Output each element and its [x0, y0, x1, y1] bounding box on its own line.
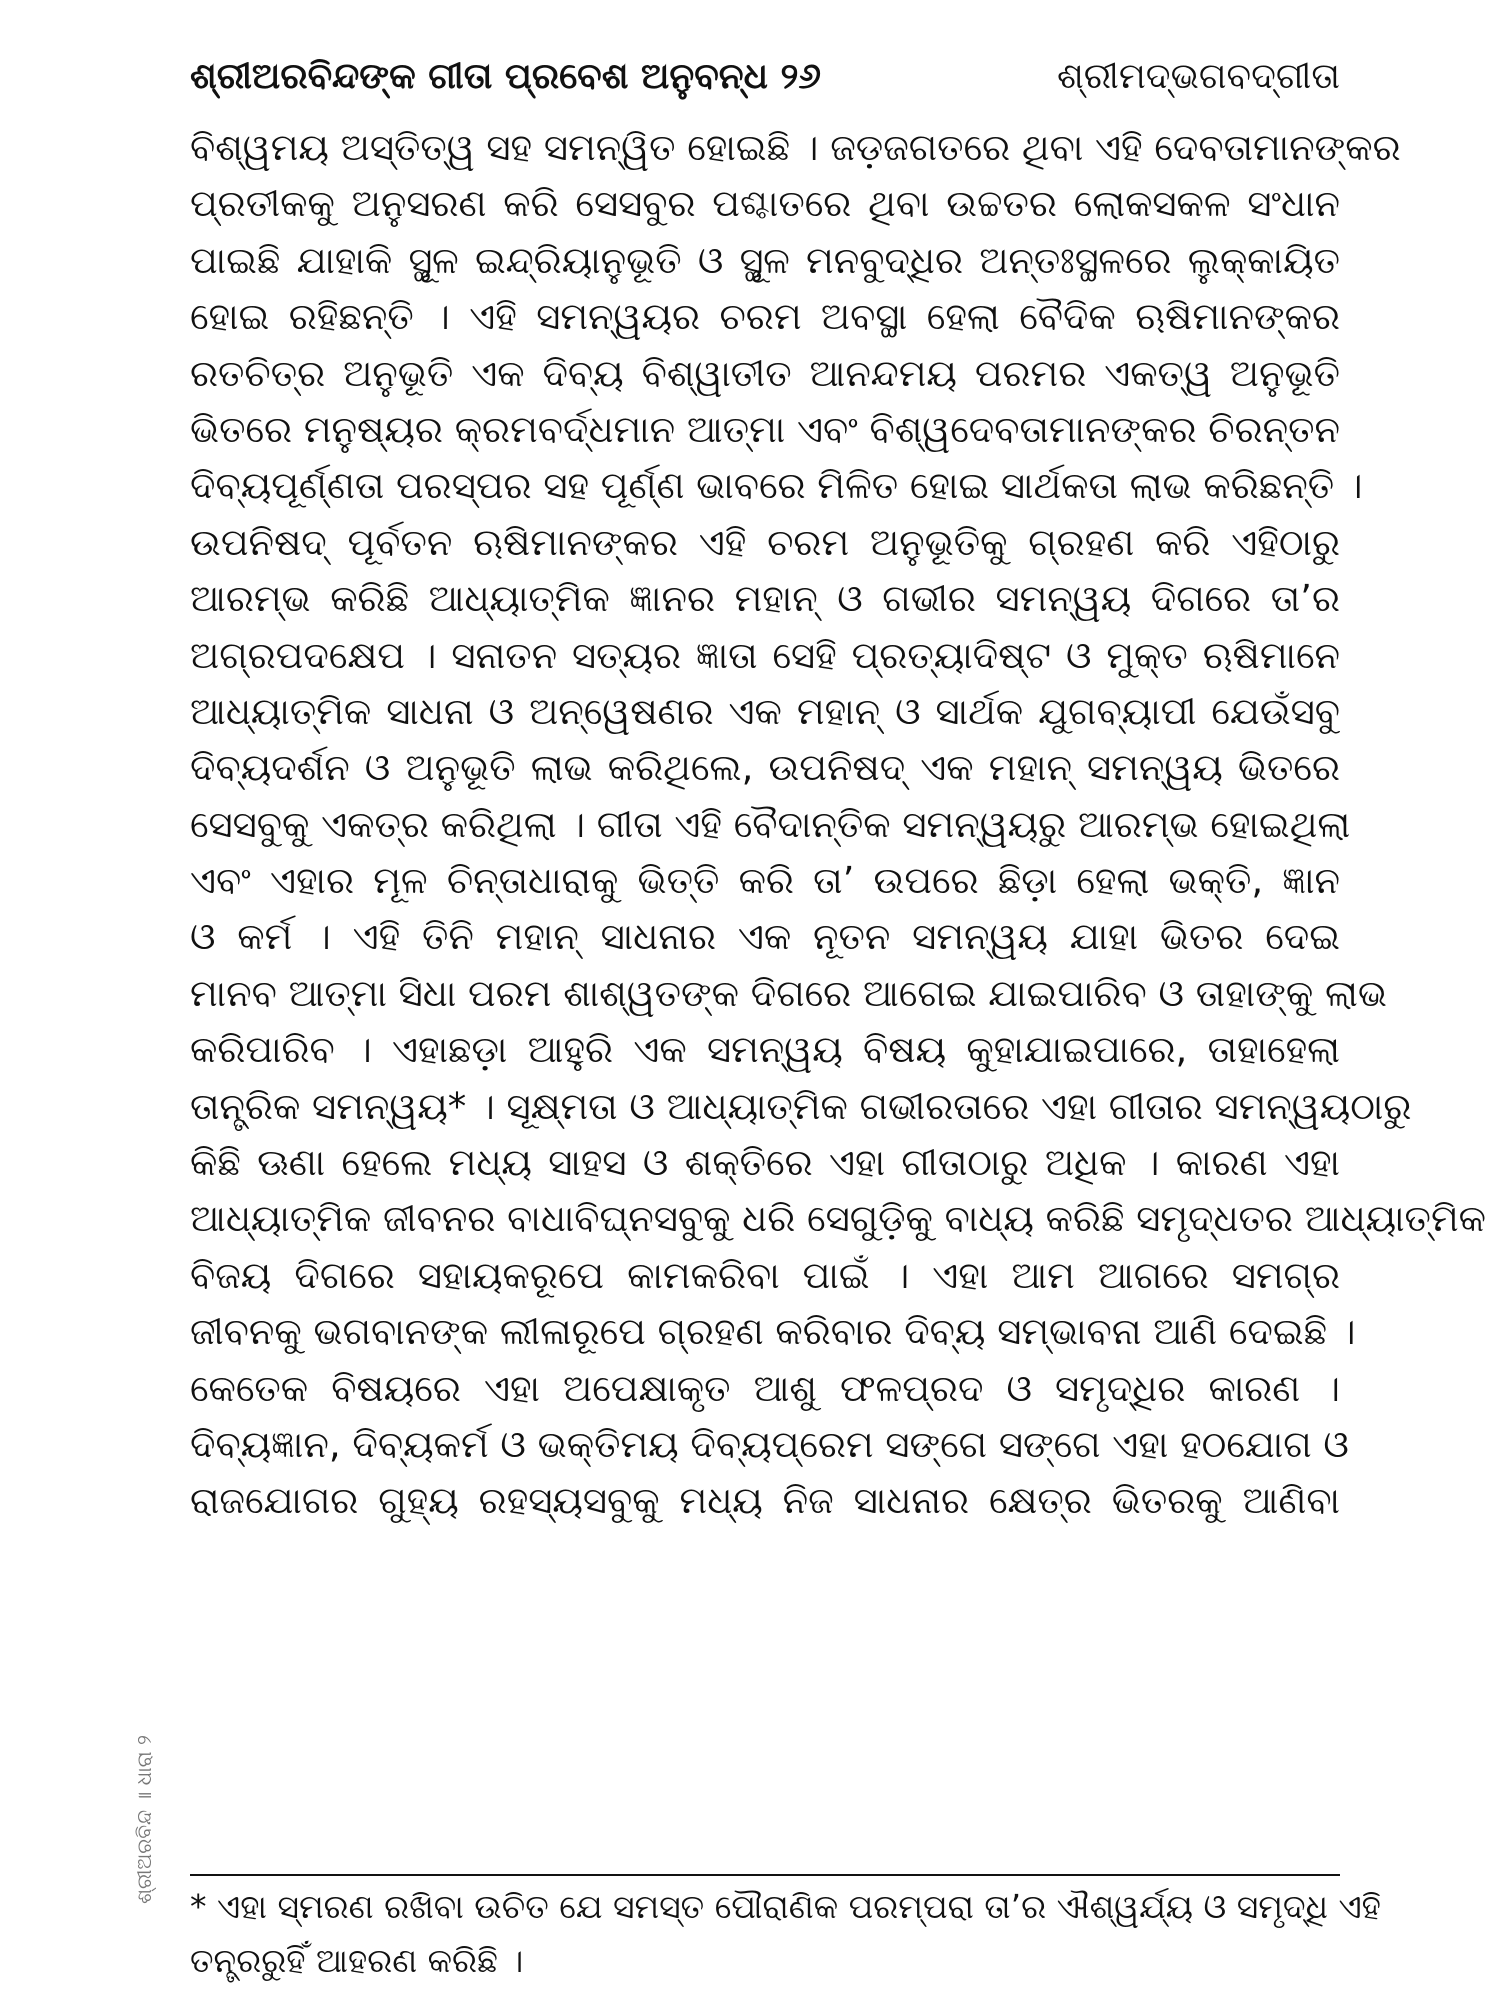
- body-line: କିଛି ଊଣା ହେଲେ ମଧ୍ୟ ସାହସ ଓ ଶକ୍ତିରେ ଏହା ଗୀତାଠାରୁ ଅଧିକ । କାରଣ ଏହା: [190, 1141, 1340, 1185]
- body-line: ରାଜଯୋଗର ଗୁହ୍ୟ ରହସ୍ୟସବୁକୁ ମଧ୍ୟ ନିଜ ସାଧନାର କ୍ଷେତ୍ର ଭିତରକୁ ଆଣିବା: [190, 1479, 1340, 1523]
- body-line: ଦିବ୍ୟଦର୍ଶନ ଓ ଅନୁଭୂତି ଲାଭ କରିଥିଲେ, ଉପନିଷଦ୍‌ ଏକ ମହାନ୍‌ ସମନ୍ୱୟ ଭିତରେ: [190, 746, 1340, 790]
- body-line: ଆରମ୍ଭ କରିଛି ଆଧ୍ୟାତ୍ମିକ ଜ୍ଞାନର ମହାନ୍‌ ଓ ଗଭୀର ସମନ୍ୱୟ ଦିଗରେ ତା’ର: [190, 577, 1340, 621]
- body-line: ଉପନିଷଦ୍‌ ପୂର୍ବତନ ଋଷିମାନଙ୍କର ଏହି ଚରମ ଅନୁଭୂତିକୁ ଗ୍ରହଣ କରି ଏହିଠାରୁ: [190, 520, 1340, 564]
- footnote-divider: [190, 1874, 1340, 1876]
- body-line: ପ୍ରତୀକକୁ ଅନୁସରଣ କରି ସେସବୁର ପଶ୍ଚାତରେ ଥିବା ଉଚ୍ଚତର ଲୋକସକଳ ସଂଧାନ: [190, 182, 1340, 226]
- body-line: ହୋଇ ରହିଛନ୍ତି । ଏହି ସମନ୍ୱୟର ଚରମ ଅବସ୍ଥା ହେଲା ବୈଦିକ ଋଷିମାନଙ୍କର: [190, 295, 1340, 339]
- body-line: ଆଧ୍ୟାତ୍ମିକ ଜୀବନର ବାଧାବିଘ୍ନସବୁକୁ ଧରି ସେଗୁଡ଼ିକୁ ବାଧ୍ୟ କରିଛି ସମୃଦ୍ଧତର ଆଧ୍ୟାତ୍ମିକ: [190, 1197, 1486, 1241]
- body-line: ସେସବୁକୁ ଏକତ୍ର କରିଥିଲା । ଗୀତା ଏହି ବୈଦାନ୍ତିକ ସମନ୍ୱୟରୁ ଆରମ୍ଭ ହୋଇଥିଲା: [190, 802, 1351, 846]
- body-line: ଭିତରେ ମନୁଷ୍ୟର କ୍ରମବର୍ଦ୍ଧମାନ ଆତ୍ମା ଏବଂ ବିଶ୍ୱଦେବତାମାନଙ୍କର ଚିରନ୍ତନ: [190, 407, 1340, 451]
- body-line: କରିପାରିବ । ଏହାଛଡ଼ା ଆହୁରି ଏକ ସମନ୍ୱୟ ବିଷୟ କୁହାଯାଇପାରେ, ତାହାହେଲା: [190, 1028, 1340, 1072]
- body-line: ଦିବ୍ୟପୂର୍ଣ୍ଣତା ପରସ୍ପର ସହ ପୂର୍ଣ୍ଣ ଭାବରେ ମିଳିତ ହୋଇ ସାର୍ଥକତା ଲାଭ କରିଛନ୍ତି ।: [190, 464, 1363, 508]
- body-line: ପାଇଛି ଯାହାକି ସ୍ଥୂଳ ଇନ୍ଦ୍ରିୟାନୁଭୂତି ଓ ସ୍ଥୂଳ ମନବୁଦ୍ଧିର ଅନ୍ତଃସ୍ଥଳରେ ଲୁକ୍କାୟିତ: [190, 238, 1340, 282]
- body-line: ଜୀବନକୁ ଭଗବାନଙ୍କ ଲୀଳାରୂପେ ଗ୍ରହଣ କରିବାର ଦିବ୍ୟ ସମ୍ଭାବନା ଆଣି ଦେଇଛି ।: [190, 1310, 1356, 1354]
- body-text: [190, 120, 1486, 1530]
- footnote-line-2: ତନ୍ତ୍ରରୁହିଁ ଆହରଣ କରିଛି ।: [190, 1941, 524, 1980]
- body-line: ଅଗ୍ରପଦକ୍ଷେପ । ସନାତନ ସତ୍ୟର ଜ୍ଞାତା ସେହି ପ୍ରତ୍ୟାଦିଷ୍ଟ ଓ ମୁକ୍ତ ଋଷିମାନେ: [190, 633, 1340, 677]
- body-line: ଏବଂ ଏହାର ମୂଳ ଚିନ୍ତାଧାରାକୁ ଭିତ୍ତି କରି ତା’ ଉପରେ ଛିଡ଼ା ହେଲା ଭକ୍ତି, ଜ୍ଞାନ: [190, 859, 1340, 903]
- body-line: ବିଶ୍ୱମୟ ଅସ୍ତିତ୍ୱ ସହ ସମନ୍ୱିତ ହୋଇଛି । ଜଡ଼ଜଗତରେ ଥିବା ଏହି ଦେବତାମାନଙ୍କର: [190, 126, 1401, 169]
- side-note-text: ଶ୍ରୀଅରବିନ୍ଦ ॥ ଧାରା ୨: [132, 1735, 156, 1904]
- header-left-title: ଶ୍ରୀଅରବିନ୍ଦଙ୍କ ଗୀତା ପ୍ରବେଶ ଅନୁବନ୍ଧ ୨୬: [190, 56, 822, 97]
- body-line: ଆଧ୍ୟାତ୍ମିକ ସାଧନା ଓ ଅନ୍ୱେଷଣର ଏକ ମହାନ୍‌ ଓ ସାର୍ଥକ ଯୁଗବ୍ୟାପୀ ଯେଉଁସବୁ: [190, 689, 1340, 733]
- header-right-title: ଶ୍ରୀମଦ୍‌ଭଗବଦ୍‌ଗୀତା: [1056, 56, 1340, 97]
- running-header: [190, 44, 1340, 110]
- body-line: ରତଚିତ୍‌ର ଅନୁଭୂତି ଏକ ଦିବ୍ୟ ବିଶ୍ୱାତୀତ ଆନନ୍ଦମୟ ପରମର ଏକତ୍ୱ ଅନୁଭୂତି: [190, 351, 1340, 395]
- body-line: ମାନବ ଆତ୍ମା ସିଧା ପରମ ଶାଶ୍ୱତଙ୍କ ଦିଗରେ ଆଗେଇ ଯାଇପାରିବ ଓ ତାହାଙ୍କୁ ଲାଭ: [190, 971, 1387, 1015]
- body-line: ତାନ୍ତ୍ରିକ ସମନ୍ୱୟ* । ସୂକ୍ଷ୍ମତା ଓ ଆଧ୍ୟାତ୍ମିକ ଗଭୀରତାରେ ଏହା ଗୀତାର ସମନ୍ୱୟଠାରୁ: [190, 1084, 1412, 1128]
- body-line: ଓ କର୍ମ । ଏହି ତିନି ମହାନ୍‌ ସାଧନାର ଏକ ନୂତନ ସମନ୍ୱୟ ଯାହା ଭିତର ଦେଇ: [190, 915, 1340, 959]
- body-line: ଦିବ୍ୟଜ୍ଞାନ, ଦିବ୍ୟକର୍ମ ଓ ଭକ୍ତିମୟ ଦିବ୍ୟପ୍ରେମ ସଙ୍ଗେ ସଙ୍ଗେ ଏହା ହଠଯୋଗ ଓ: [190, 1422, 1349, 1466]
- footnote-line-1: * ଏହା ସ୍ମରଣ ରଖିବା ଉଚିତ ଯେ ସମସ୍ତ ପୌରାଣିକ ପରମ୍ପରା ତା’ର ଐଶ୍ୱର୍ଯ୍ୟ ଓ ସମୃଦ୍ଧି ଏହି: [190, 1887, 1381, 1926]
- body-line: ବିଜୟ ଦିଗରେ ସହାୟକରୂପେ କାମକରିବା ପାଇଁ । ଏହା ଆମ ଆଗରେ ସମଗ୍ର: [190, 1253, 1340, 1297]
- margin-side-note: [128, 1735, 160, 1960]
- footnote: [190, 1880, 1381, 1988]
- body-line: କେତେକ ବିଷୟରେ ଏହା ଅପେକ୍ଷାକୃତ ଆଶୁ ଫଳପ୍ରଦ ଓ ସମୃଦ୍ଧିର କାରଣ ।: [190, 1366, 1340, 1410]
